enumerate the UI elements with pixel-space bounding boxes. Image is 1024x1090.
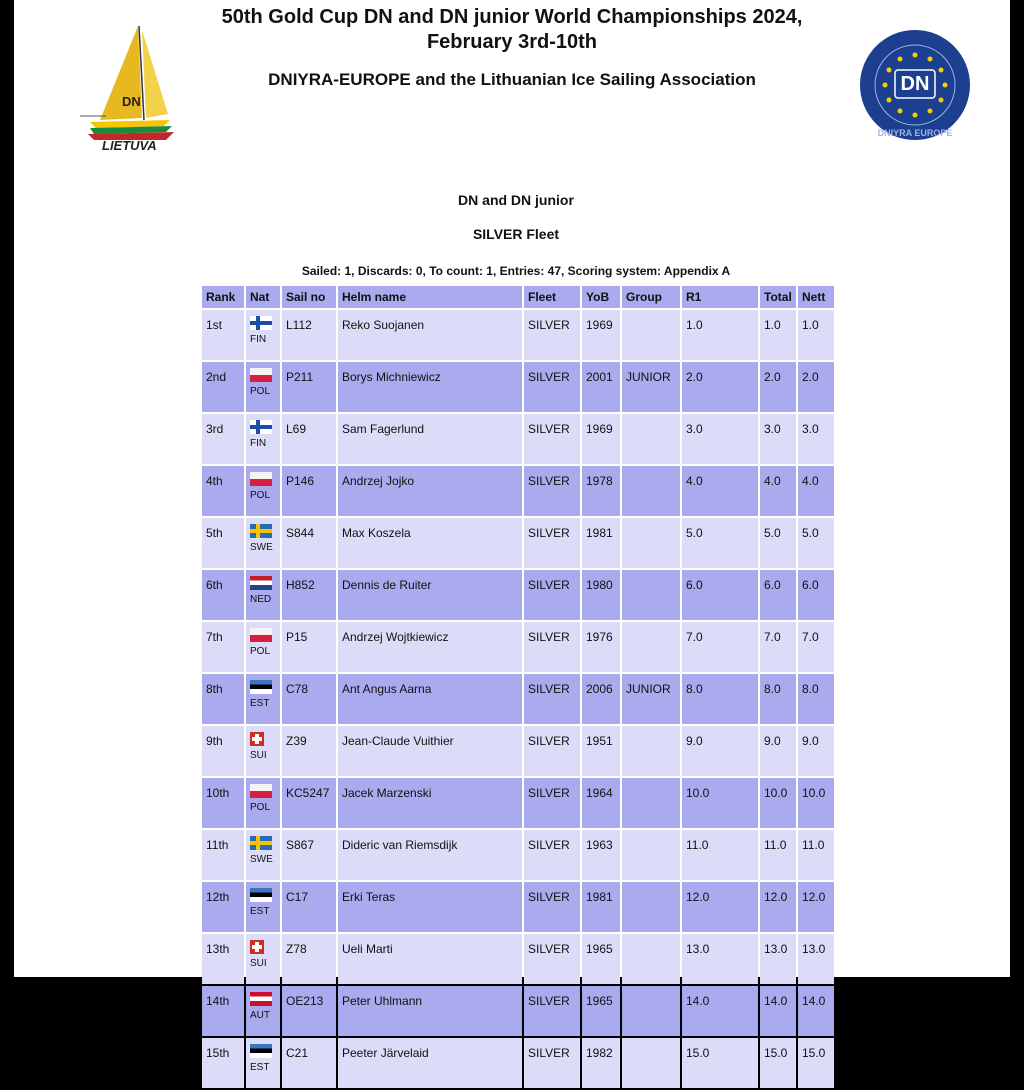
table-row — [202, 986, 834, 1036]
race-summary: Sailed: 1, Discards: 0, To count: 1, Entries: 47, Scoring system: Appendix A — [301, 264, 731, 278]
cell-helm: Borys Michniewicz — [338, 362, 522, 412]
cell-fleet: SILVER — [524, 466, 580, 516]
cell-yob: 1969 — [582, 310, 620, 360]
cell-nat — [246, 778, 280, 828]
cell-rank: 1st — [202, 310, 244, 360]
cell-sail: P15 — [282, 622, 336, 672]
cell-fleet: SILVER — [524, 674, 580, 724]
col-sail-no: Sail no — [282, 286, 336, 308]
cell-fleet: SILVER — [524, 934, 580, 984]
logo-lietuva-text: LIETUVA — [102, 138, 157, 152]
table-header-row — [202, 286, 834, 308]
nat-code: AUT — [250, 1010, 270, 1021]
cell-helm: Peeter Järvelaid — [338, 1038, 522, 1088]
nat-code: SWE — [250, 542, 273, 553]
col-fleet: Fleet — [524, 286, 580, 308]
col-rank: Rank — [202, 286, 244, 308]
cell-r1: 12.0 — [682, 882, 758, 932]
cell-nett: 2.0 — [798, 362, 834, 412]
cell-nett: 14.0 — [798, 986, 834, 1036]
cell-nat — [246, 882, 280, 932]
flag-fin-icon — [250, 316, 272, 330]
cell-r1: 9.0 — [682, 726, 758, 776]
cell-nett: 10.0 — [798, 778, 834, 828]
cell-total: 3.0 — [760, 414, 796, 464]
cell-sail: C17 — [282, 882, 336, 932]
cell-rank: 4th — [202, 466, 244, 516]
cell-helm: Jacek Marzenski — [338, 778, 522, 828]
cell-rank: 11th — [202, 830, 244, 880]
cell-helm: Jean-Claude Vuithier — [338, 726, 522, 776]
cell-helm: Dennis de Ruiter — [338, 570, 522, 620]
cell-rank: 15th — [202, 1038, 244, 1088]
cell-yob: 2006 — [582, 674, 620, 724]
cell-helm: Erki Teras — [338, 882, 522, 932]
cell-group: JUNIOR — [622, 362, 680, 412]
cell-r1: 6.0 — [682, 570, 758, 620]
cell-rank: 8th — [202, 674, 244, 724]
flag-est-icon — [250, 680, 272, 694]
cell-rank: 10th — [202, 778, 244, 828]
cell-group — [622, 622, 680, 672]
results-body — [202, 310, 834, 1088]
cell-nett: 5.0 — [798, 518, 834, 568]
organizers-heading: DNIYRA-EUROPE and the Lithuanian Ice Sailing Association — [268, 70, 756, 89]
table-row — [202, 882, 834, 932]
table-row — [202, 570, 834, 620]
cell-nat — [246, 986, 280, 1036]
cell-total: 14.0 — [760, 986, 796, 1036]
cell-nett: 6.0 — [798, 570, 834, 620]
cell-total: 15.0 — [760, 1038, 796, 1088]
cell-sail: S844 — [282, 518, 336, 568]
nat-code: EST — [250, 906, 270, 917]
cell-group — [622, 830, 680, 880]
nat-code: SUI — [250, 750, 267, 761]
cell-yob: 1965 — [582, 986, 620, 1036]
col-helm-name: Helm name — [338, 286, 522, 308]
col-r1: R1 — [682, 286, 758, 308]
cell-sail: H852 — [282, 570, 336, 620]
table-row — [202, 726, 834, 776]
table-row — [202, 518, 834, 568]
cell-yob: 1963 — [582, 830, 620, 880]
cell-group — [622, 414, 680, 464]
flag-pol-icon — [250, 368, 272, 382]
table-row — [202, 310, 834, 360]
cell-helm: Max Koszela — [338, 518, 522, 568]
cell-nett: 8.0 — [798, 674, 834, 724]
cell-r1: 3.0 — [682, 414, 758, 464]
nat-code: EST — [250, 1062, 270, 1073]
cell-total: 12.0 — [760, 882, 796, 932]
nat-code: FIN — [250, 438, 267, 449]
cell-total: 1.0 — [760, 310, 796, 360]
cell-helm: Sam Fagerlund — [338, 414, 522, 464]
cell-sail: S867 — [282, 830, 336, 880]
cell-helm: Andrzej Jojko — [338, 466, 522, 516]
table-row — [202, 622, 834, 672]
flag-aut-icon — [250, 992, 272, 1006]
nat-code: EST — [250, 698, 270, 709]
cell-nett: 1.0 — [798, 310, 834, 360]
cell-sail: Z78 — [282, 934, 336, 984]
cell-nett: 15.0 — [798, 1038, 834, 1088]
flag-est-icon — [250, 888, 272, 902]
cell-group — [622, 518, 680, 568]
cell-nat — [246, 362, 280, 412]
cell-r1: 11.0 — [682, 830, 758, 880]
cell-sail: OE213 — [282, 986, 336, 1036]
cell-total: 10.0 — [760, 778, 796, 828]
cell-group — [622, 726, 680, 776]
cell-sail: C78 — [282, 674, 336, 724]
nat-code: POL — [250, 646, 271, 657]
table-row — [202, 414, 834, 464]
cell-fleet: SILVER — [524, 310, 580, 360]
logo-ring-text: DNIYRA EUROPE — [877, 128, 953, 138]
table-row — [202, 778, 834, 828]
cell-yob: 1976 — [582, 622, 620, 672]
cell-sail: L69 — [282, 414, 336, 464]
cell-nat — [246, 674, 280, 724]
cell-fleet: SILVER — [524, 882, 580, 932]
cell-group — [622, 466, 680, 516]
cell-helm: Andrzej Wojtkiewicz — [338, 622, 522, 672]
cell-nat — [246, 1038, 280, 1088]
cell-yob: 1980 — [582, 570, 620, 620]
nat-code: POL — [250, 802, 271, 813]
cell-r1: 4.0 — [682, 466, 758, 516]
flag-pol-icon — [250, 628, 272, 642]
cell-r1: 2.0 — [682, 362, 758, 412]
cell-yob: 1951 — [582, 726, 620, 776]
cell-group — [622, 310, 680, 360]
cell-r1: 14.0 — [682, 986, 758, 1036]
cell-nat — [246, 830, 280, 880]
cell-yob: 2001 — [582, 362, 620, 412]
col-nat: Nat — [246, 286, 280, 308]
cell-helm: Ueli Marti — [338, 934, 522, 984]
cell-r1: 7.0 — [682, 622, 758, 672]
nat-code: SUI — [250, 958, 267, 969]
col-total: Total — [760, 286, 796, 308]
cell-fleet: SILVER — [524, 570, 580, 620]
cell-nett: 12.0 — [798, 882, 834, 932]
cell-nat — [246, 622, 280, 672]
flag-sui-icon — [250, 732, 264, 746]
cell-total: 13.0 — [760, 934, 796, 984]
flag-fin-icon — [250, 420, 272, 434]
cell-rank: 5th — [202, 518, 244, 568]
cell-nat — [246, 310, 280, 360]
cell-nett: 9.0 — [798, 726, 834, 776]
cell-fleet: SILVER — [524, 986, 580, 1036]
flag-ned-icon — [250, 576, 272, 590]
table-row — [202, 830, 834, 880]
cell-nat — [246, 466, 280, 516]
cell-r1: 15.0 — [682, 1038, 758, 1088]
nat-code: FIN — [250, 334, 267, 345]
cell-fleet: SILVER — [524, 414, 580, 464]
cell-total: 9.0 — [760, 726, 796, 776]
cell-total: 2.0 — [760, 362, 796, 412]
cell-yob: 1964 — [582, 778, 620, 828]
cell-helm: Ant Angus Aarna — [338, 674, 522, 724]
table-row — [202, 1038, 834, 1088]
cell-total: 4.0 — [760, 466, 796, 516]
cell-nat — [246, 726, 280, 776]
cell-nett: 11.0 — [798, 830, 834, 880]
cell-helm: Peter Uhlmann — [338, 986, 522, 1036]
cell-rank: 12th — [202, 882, 244, 932]
nat-code: POL — [250, 386, 271, 397]
cell-rank: 6th — [202, 570, 244, 620]
class-heading: DN and DN junior — [458, 192, 574, 208]
table-row — [202, 466, 834, 516]
cell-nat — [246, 570, 280, 620]
cell-helm: Reko Suojanen — [338, 310, 522, 360]
cell-helm: Dideric van Riemsdijk — [338, 830, 522, 880]
table-row — [202, 362, 834, 412]
cell-sail: KC5247 — [282, 778, 336, 828]
flag-est-icon — [250, 1044, 272, 1058]
cell-sail: L112 — [282, 310, 336, 360]
cell-yob: 1978 — [582, 466, 620, 516]
col-nett: Nett — [798, 286, 834, 308]
nat-code: SWE — [250, 854, 273, 865]
cell-fleet: SILVER — [524, 726, 580, 776]
cell-group — [622, 570, 680, 620]
cell-r1: 8.0 — [682, 674, 758, 724]
cell-nett: 4.0 — [798, 466, 834, 516]
col-group: Group — [622, 286, 680, 308]
cell-group — [622, 1038, 680, 1088]
cell-total: 11.0 — [760, 830, 796, 880]
flag-pol-icon — [250, 472, 272, 486]
cell-sail: Z39 — [282, 726, 336, 776]
cell-nett: 7.0 — [798, 622, 834, 672]
cell-fleet: SILVER — [524, 622, 580, 672]
col-yob: YoB — [582, 286, 620, 308]
cell-r1: 5.0 — [682, 518, 758, 568]
flag-sui-icon — [250, 940, 264, 954]
logo-dn-text: DN — [900, 73, 930, 95]
cell-sail: P146 — [282, 466, 336, 516]
fleet-heading: SILVER Fleet — [472, 226, 560, 242]
logo-sail-text: DN — [122, 94, 141, 109]
cell-nett: 3.0 — [798, 414, 834, 464]
cell-rank: 9th — [202, 726, 244, 776]
cell-total: 6.0 — [760, 570, 796, 620]
cell-sail: C21 — [282, 1038, 336, 1088]
flag-swe-icon — [250, 524, 272, 538]
page-title-line2: February 3rd-10th — [426, 31, 598, 53]
cell-nat — [246, 414, 280, 464]
cell-rank: 2nd — [202, 362, 244, 412]
cell-yob: 1969 — [582, 414, 620, 464]
cell-r1: 10.0 — [682, 778, 758, 828]
cell-yob: 1965 — [582, 934, 620, 984]
cell-yob: 1982 — [582, 1038, 620, 1088]
cell-rank: 3rd — [202, 414, 244, 464]
cell-group: JUNIOR — [622, 674, 680, 724]
cell-rank: 13th — [202, 934, 244, 984]
cell-group — [622, 778, 680, 828]
nat-code: NED — [250, 594, 272, 605]
cell-fleet: SILVER — [524, 362, 580, 412]
cell-total: 7.0 — [760, 622, 796, 672]
cell-rank: 7th — [202, 622, 244, 672]
cell-fleet: SILVER — [524, 778, 580, 828]
cell-fleet: SILVER — [524, 1038, 580, 1088]
cell-nett: 13.0 — [798, 934, 834, 984]
cell-sail: P211 — [282, 362, 336, 412]
cell-total: 5.0 — [760, 518, 796, 568]
cell-group — [622, 986, 680, 1036]
cell-fleet: SILVER — [524, 518, 580, 568]
cell-r1: 1.0 — [682, 310, 758, 360]
cell-total: 8.0 — [760, 674, 796, 724]
cell-r1: 13.0 — [682, 934, 758, 984]
cell-group — [622, 882, 680, 932]
results-table — [200, 284, 836, 1090]
cell-rank: 14th — [202, 986, 244, 1036]
cell-yob: 1981 — [582, 518, 620, 568]
page-title-line1: 50th Gold Cup DN and DN junior World Championships 2024, — [221, 6, 803, 28]
nat-code: POL — [250, 490, 271, 501]
cell-fleet: SILVER — [524, 830, 580, 880]
cell-yob: 1981 — [582, 882, 620, 932]
flag-pol-icon — [250, 784, 272, 798]
table-row — [202, 674, 834, 724]
cell-nat — [246, 518, 280, 568]
flag-swe-icon — [250, 836, 272, 850]
